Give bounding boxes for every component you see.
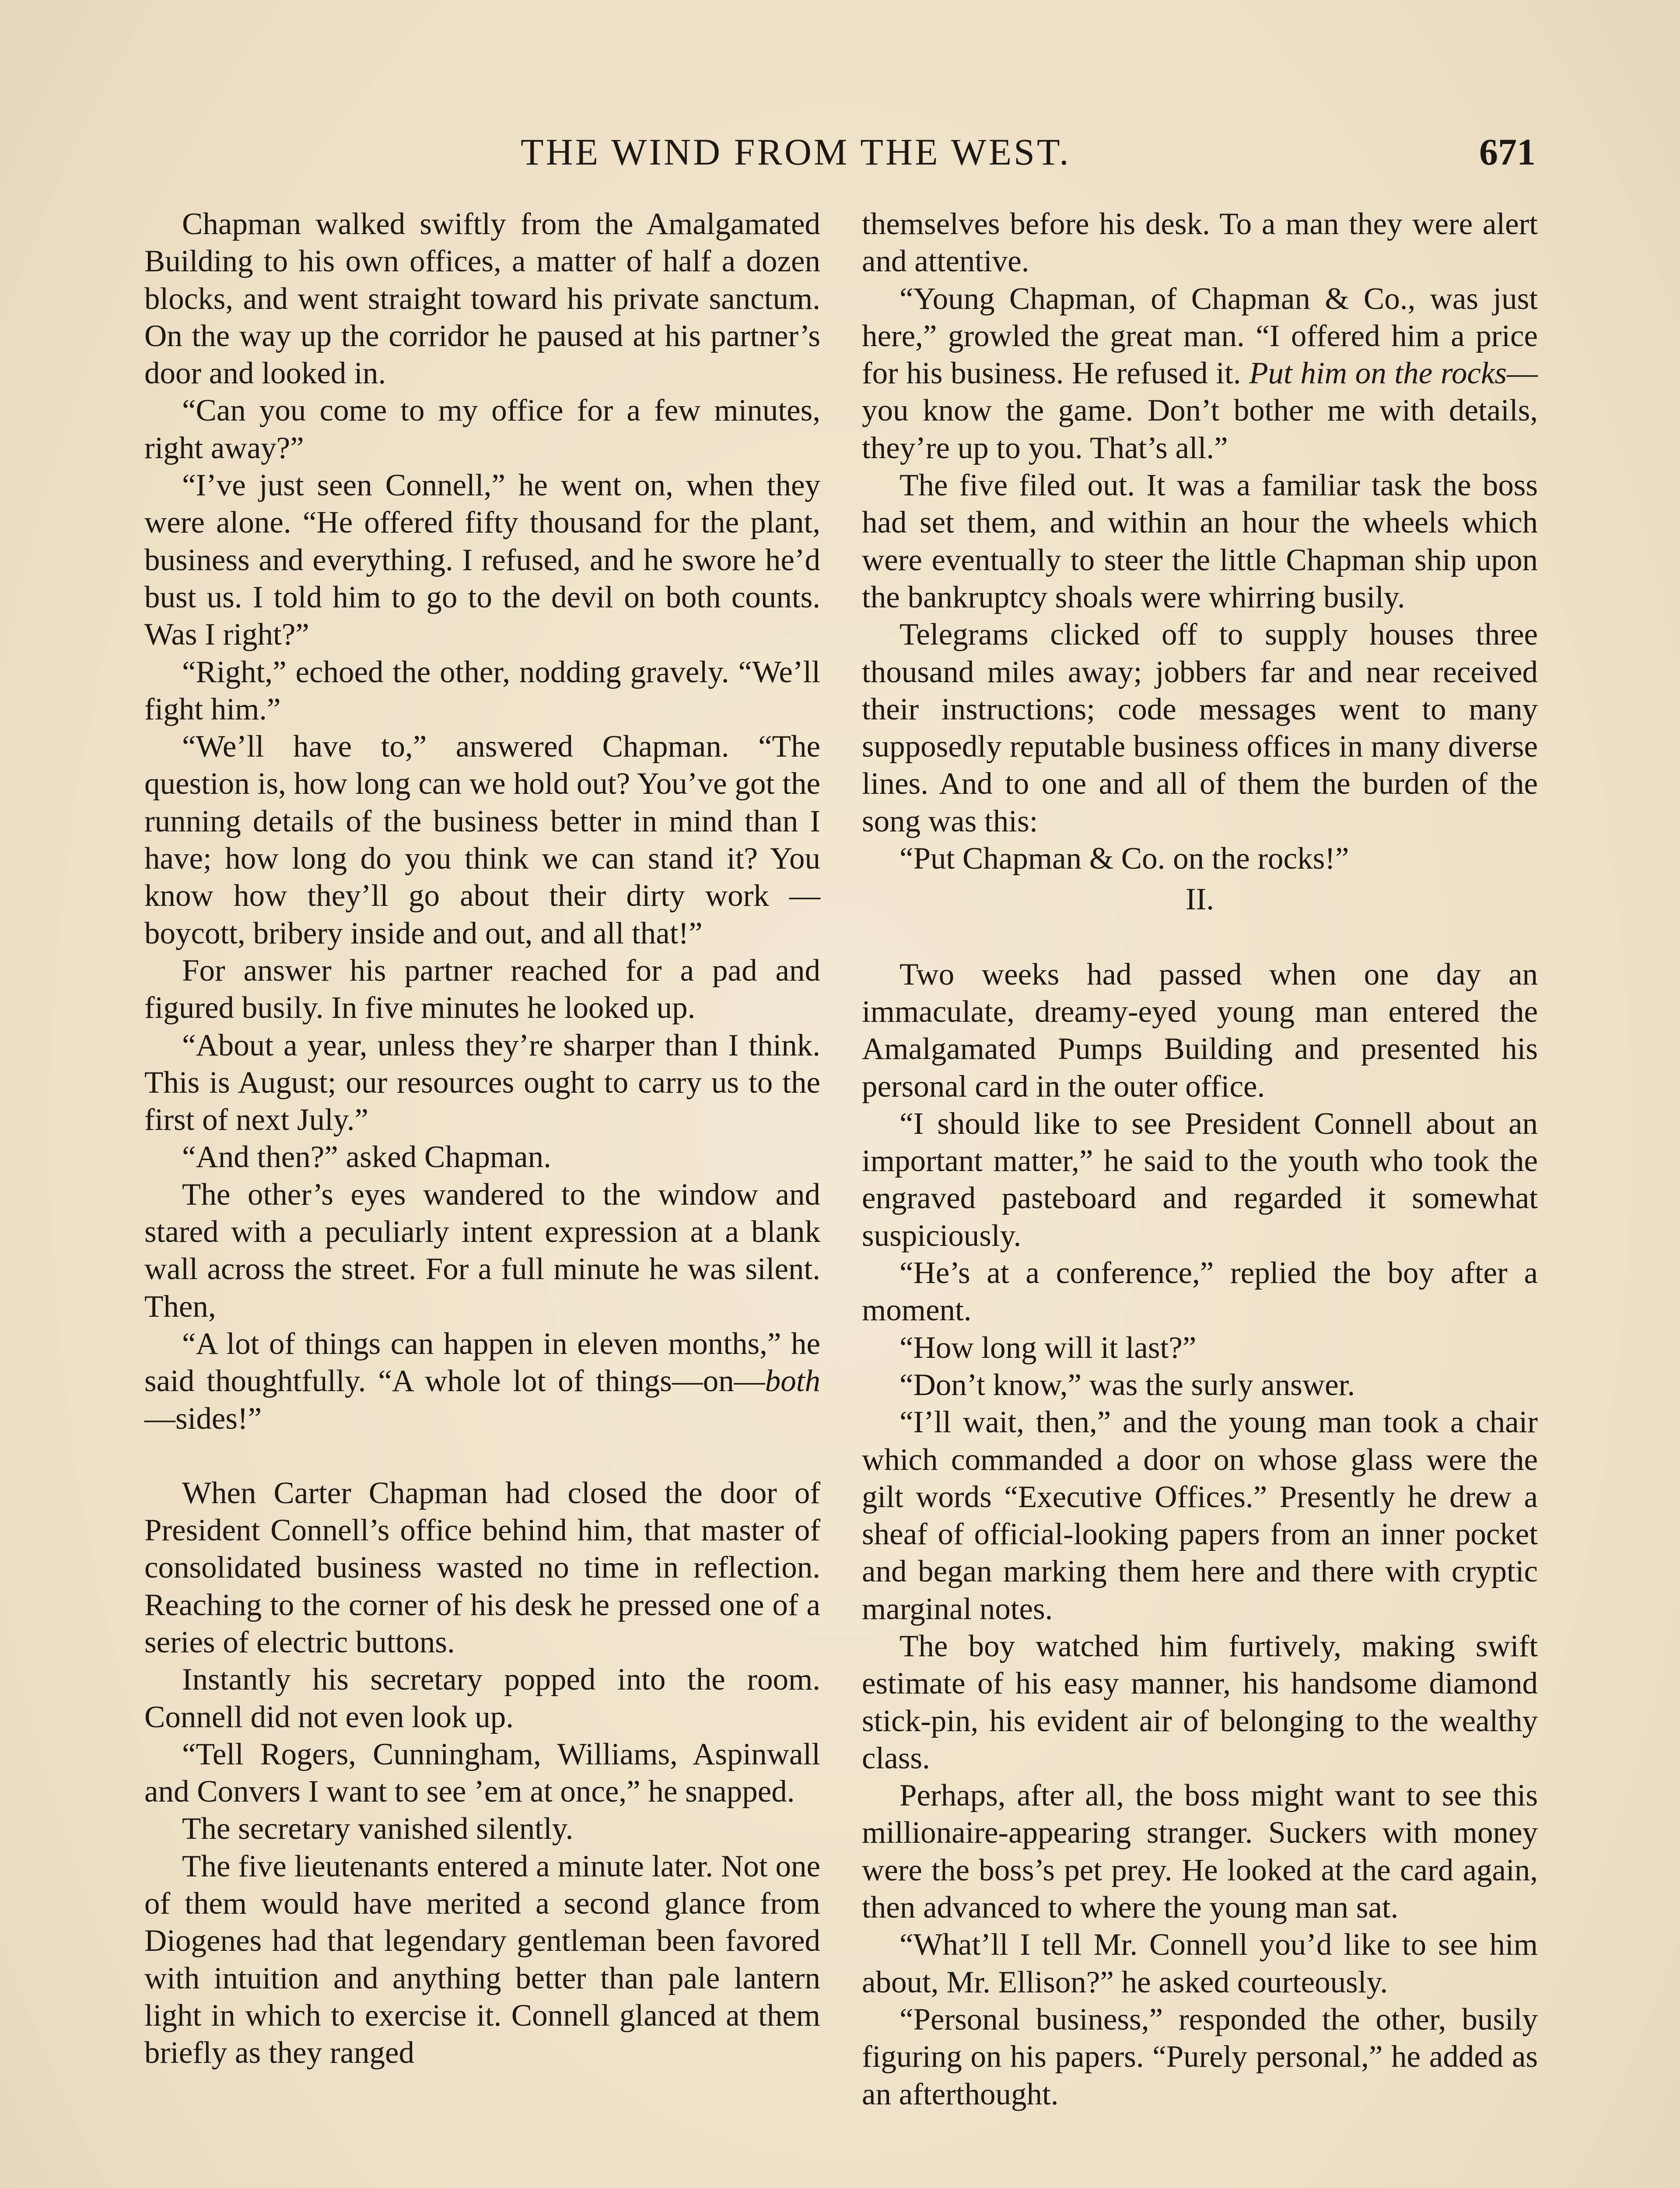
paragraph: “Can you come to my office for a few minutes, right away?”: [144, 393, 820, 465]
paragraph: “And then?” asked Chapman.: [182, 1140, 551, 1175]
paragraph: “I’ll wait, then,” and the young man took a chair which commanded a door on whose glass were the gilt words “Executive Offices.” Presently he drew a sheaf of official-looking papers from an inner pocket and began marking them here and there with cryptic marginal notes.: [862, 1405, 1538, 1626]
text-run: “A lot of things can happen in eleven months,” he said thoughtfully. “A whole lot of things—on—: [144, 1326, 820, 1399]
paragraph: Chapman walked swiftly from the Amalgamated Building to his own offices, a matter of half a dozen blocks, and went straight toward his private sanctum. On the way up the corridor he paused at his partner’s door and looked in.: [144, 207, 820, 391]
paragraph: “Personal business,” responded the other, busily figuring on his papers. “Purely personal,” he added as an afterthought.: [862, 2002, 1538, 2111]
italic-text: Put him on the rocks: [1249, 356, 1507, 391]
paragraph: “He’s at a conference,” replied the boy after a moment.: [862, 1256, 1538, 1328]
paragraph: “Put Chapman & Co. on the rocks!”: [900, 842, 1349, 876]
running-title: THE WIND FROM THE WEST.: [521, 131, 1071, 173]
paragraph: “About a year, unless they’re sharper than I think. This is August; our resources ought to carry us to the first of next July.”: [144, 1028, 820, 1137]
paragraph: Two weeks had passed when one day an immaculate, dreamy-eyed young man entered the Amalgamated Pumps Building and presented his personal card in the outer office.: [862, 957, 1538, 1104]
paragraph: “How long will it last?”: [900, 1330, 1197, 1365]
right-column: [862, 206, 1538, 2113]
section-heading: II.: [1185, 882, 1214, 917]
paragraph: [144, 1325, 820, 1438]
paragraph: “What’ll I tell Mr. Connell you’d like to see him about, Mr. Ellison?” he asked courteously.: [862, 1928, 1538, 1999]
text-run: —you know the game. Don’t bother me with details, they’re up to you. That’s all.”: [862, 356, 1538, 465]
italic-text: both: [765, 1364, 820, 1399]
paragraph: “Tell Rogers, Cunningham, Williams, Aspinwall and Convers I want to see ’em at once,” he snapped.: [144, 1737, 820, 1809]
paragraph: “Right,” echoed the other, nodding gravely. “We’ll fight him.”: [144, 655, 820, 726]
paragraph: “Don’t know,” was the surly answer.: [900, 1368, 1355, 1402]
paragraph: “I should like to see President Connell about an important matter,” he said to the youth who took the engraved pasteboard and regarded it somewhat suspiciously.: [862, 1106, 1538, 1253]
paragraph: “I’ve just seen Connell,” he went on, when they were alone. “He offered fifty thousand for the plant, business and everything. I refused, and he swore he’d bust us. I told him to go to the devil on both counts. Was I right?”: [144, 468, 820, 652]
paragraph: For answer his partner reached for a pad and figured busily. In five minutes he looked up.: [144, 953, 820, 1025]
paragraph: Telegrams clicked off to supply houses three thousand miles away; jobbers far and near received their instructions; code messages went to many supposedly reputable business offices in many diverse lines. And to one and all of them the burden of the song was this:: [862, 617, 1538, 838]
paragraph: The five lieutenants entered a minute later. Not one of them would have merited a second glance from Diogenes had that legendary gentleman been favored with intuition and anything better than pale lantern light in which to exercise it. Connell glanced at them briefly as they ranged: [144, 1849, 820, 2070]
paragraph: [862, 281, 1538, 467]
paragraph: Instantly his secretary popped into the room. Connell did not even look up.: [144, 1662, 820, 1734]
paragraph: Perhaps, after all, the boss might want to see this millionaire-appearing stranger. Suckers with money were the boss’s pet prey. He looked at the card again, then advanced to where the young man sat.: [862, 1778, 1538, 1925]
running-header: [144, 123, 1536, 180]
paragraph: The five filed out. It was a familiar task the boss had set them, and within an hour the wheels which were eventually to steer the little Chapman ship upon the bankruptcy shoals were whirring busily.: [862, 468, 1538, 614]
paragraph: themselves before his desk. To a man they were alert and attentive.: [862, 207, 1538, 279]
paragraph: The secretary vanished silently.: [182, 1812, 574, 1846]
paragraph: “We’ll have to,” answered Chapman. “The question is, how long can we hold out? You’ve got the running details of the business better in mind than I have; how long do you think we can stand it? You know how they’ll go about their dirty work —boycott, bribery inside and out, and all that!”: [144, 729, 820, 950]
paragraph: When Carter Chapman had closed the door of President Connell’s office behind him, that master of consolidated business wasted no time in reflection. Reaching to the corner of his desk he pressed one of a series of electric buttons.: [144, 1476, 820, 1659]
paragraph: The boy watched him furtively, making swift estimate of his easy manner, his handsome diamond stick-pin, his evident air of belonging to the wealthy class.: [862, 1629, 1538, 1775]
left-column: [144, 206, 820, 2072]
text-run: “Young Chapman, of Chapman & Co., was just here,” growled the great man. “I offered him a price for his business. He refused it.: [862, 281, 1538, 391]
text-run: —sides!”: [144, 1401, 262, 1436]
page-number: 671: [1479, 131, 1536, 173]
paragraph: The other’s eyes wandered to the window and stared with a peculiarly intent expression at a blank wall across the street. For a full minute he was silent. Then,: [144, 1177, 820, 1324]
